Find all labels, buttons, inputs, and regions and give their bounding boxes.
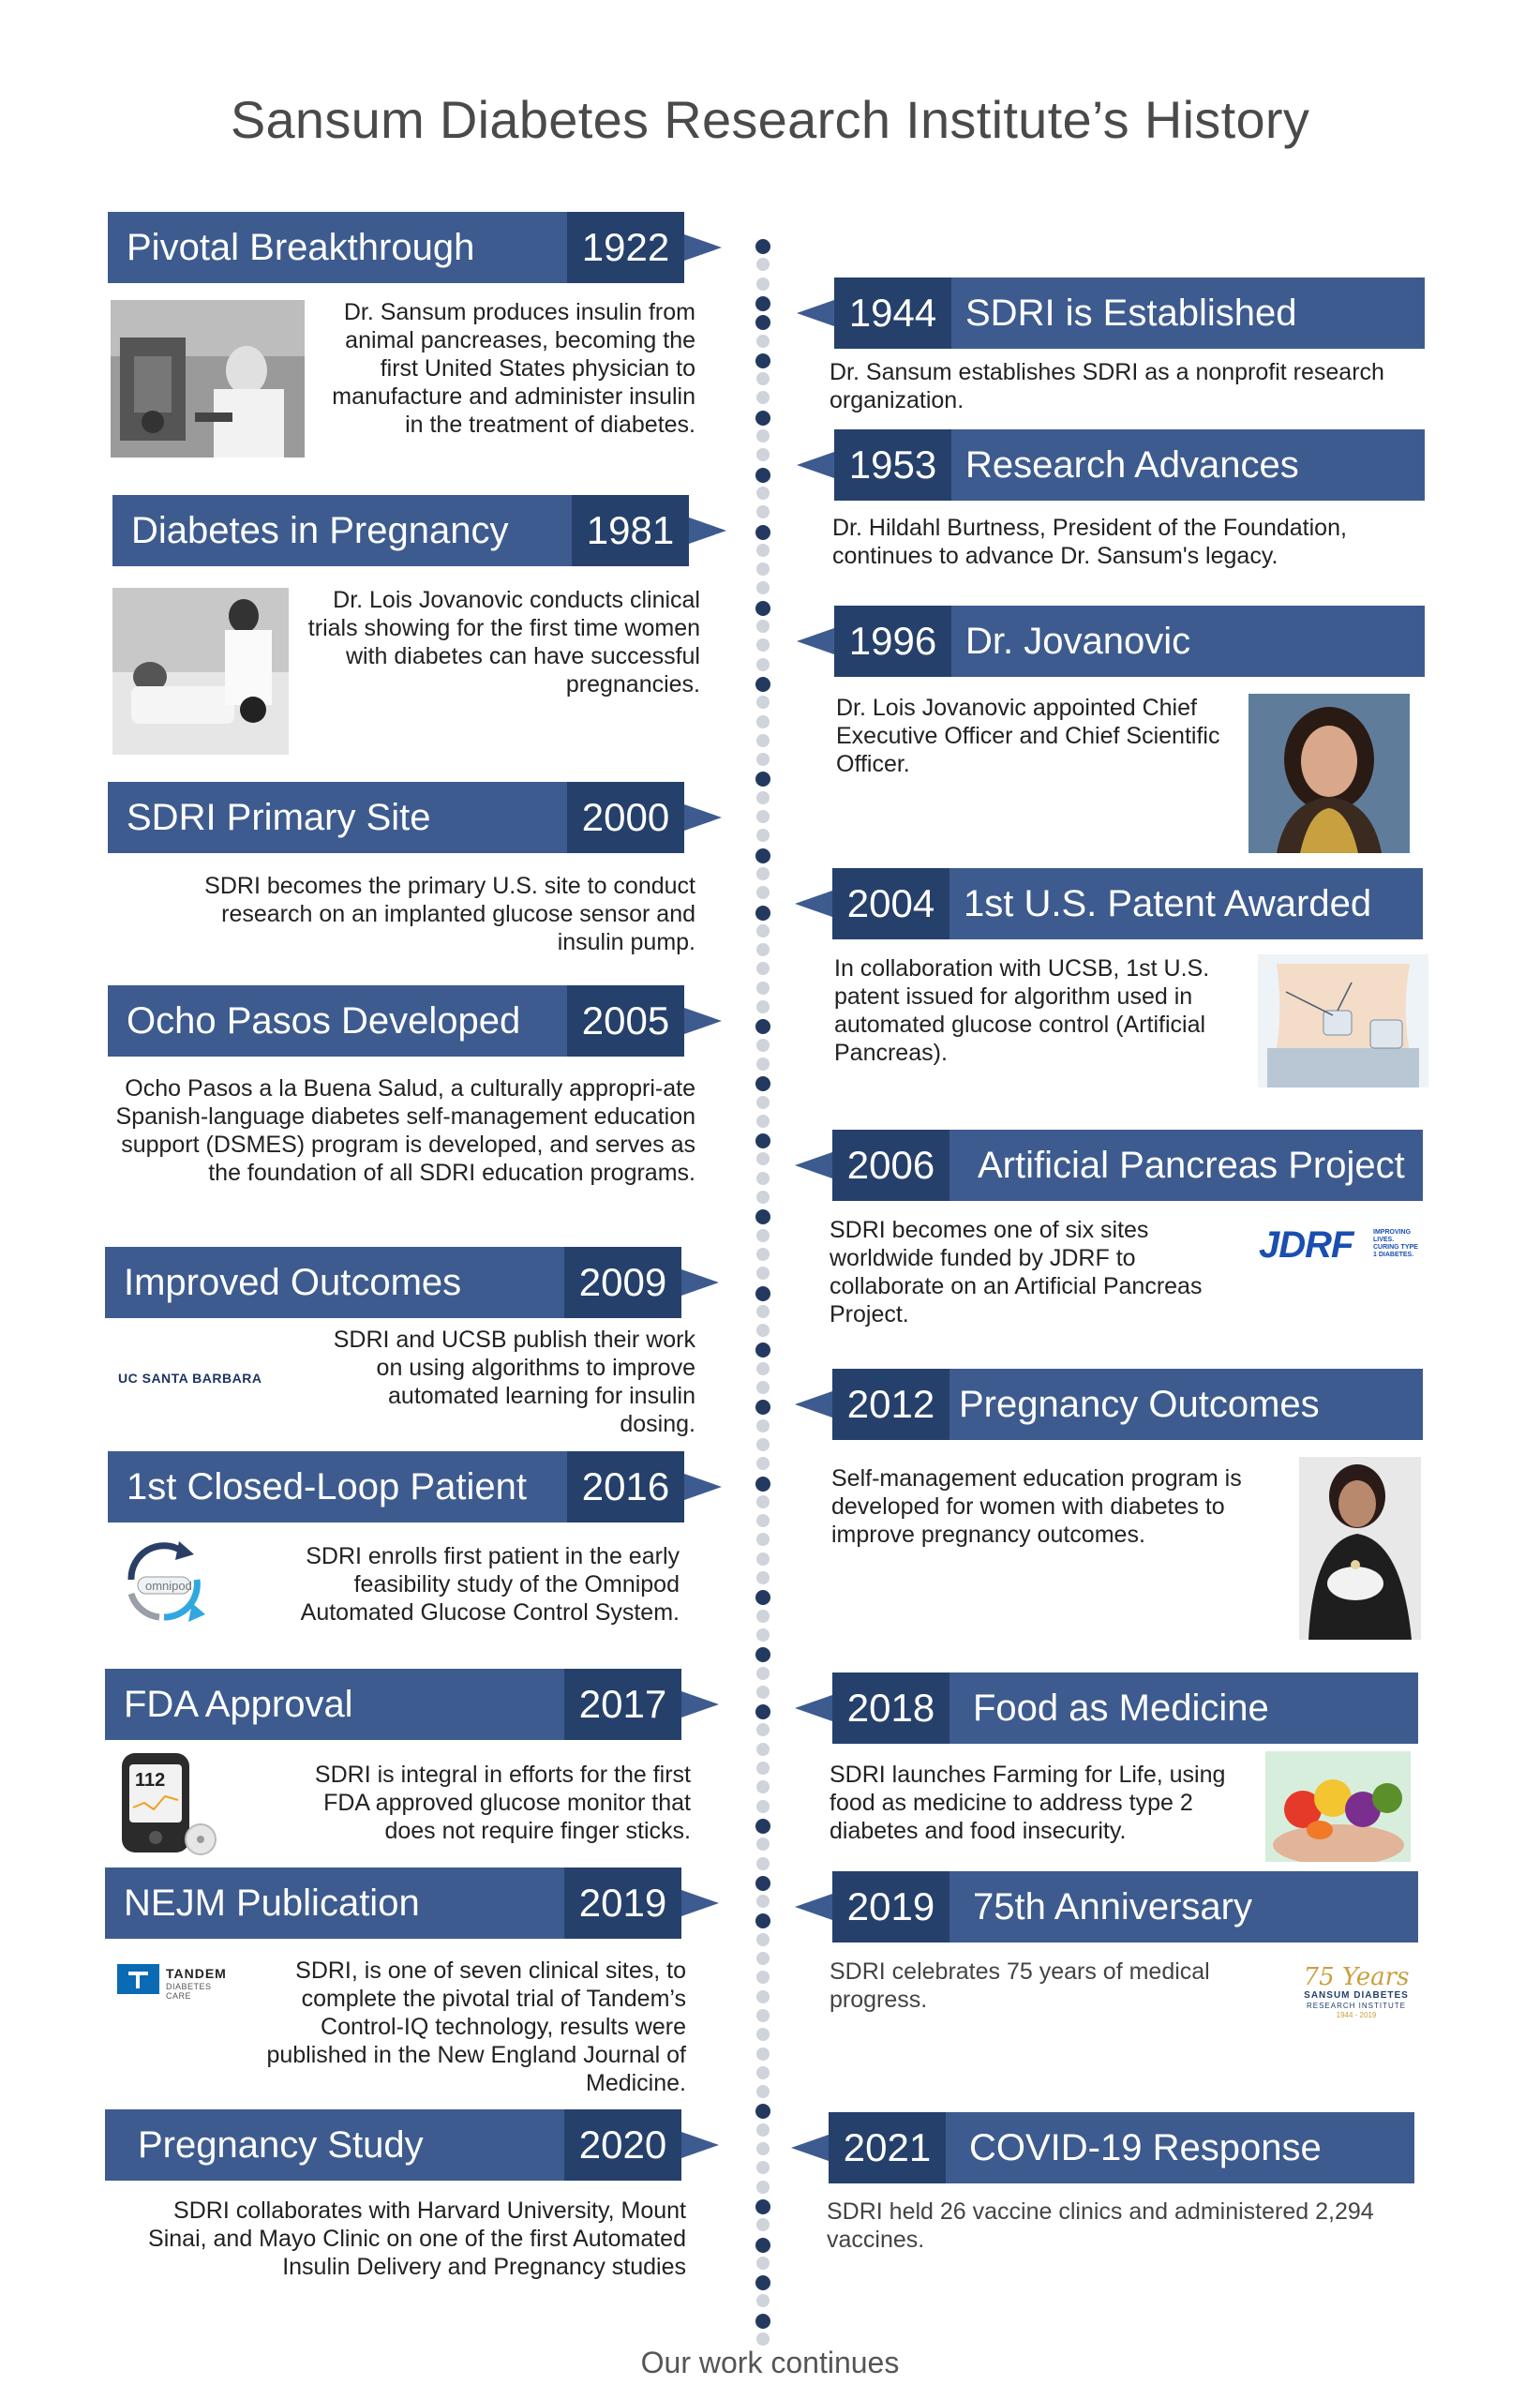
- timeline-dot: [756, 1571, 770, 1584]
- milestone-1981-banner: [112, 495, 689, 566]
- timeline-dot: [755, 525, 770, 540]
- milestone-2009-banner: [105, 1247, 681, 1318]
- timeline-dot: [756, 258, 770, 271]
- timeline-dot: [756, 1952, 770, 1965]
- timeline-dot: [756, 2028, 770, 2041]
- milestone-label: SDRI is Established: [951, 278, 1425, 349]
- timeline-dot: [755, 1133, 770, 1148]
- timeline-dot: [756, 753, 770, 766]
- timeline-dot: [756, 1191, 770, 1204]
- timeline-dot: [755, 353, 770, 368]
- timeline-dot: [756, 2009, 770, 2022]
- timeline-dot: [756, 505, 770, 518]
- timeline-dot: [755, 1647, 770, 1662]
- milestone-label: Artificial Pancreas Project: [949, 1130, 1423, 1201]
- timeline-dot: [756, 867, 770, 880]
- timeline-dot: [756, 715, 770, 728]
- timeline-dot: [756, 1667, 770, 1680]
- milestone-2000-banner: [108, 782, 684, 853]
- tandem-logo: TANDEM DIABETES CARE: [117, 1964, 239, 1996]
- timeline-dot: [755, 1913, 770, 1928]
- timeline-dot: [756, 1743, 770, 1756]
- omnipod-cycle-icon: [117, 1538, 211, 1631]
- milestone-1953-banner: [834, 429, 1425, 501]
- milestone-year: 2020: [564, 2109, 681, 2181]
- timeline-dot: [755, 1209, 770, 1224]
- milestone-year: 2005: [567, 985, 684, 1057]
- timeline-dot: [756, 734, 770, 747]
- timeline-dot: [756, 1628, 770, 1642]
- timeline-dot: [755, 315, 770, 330]
- milestone-text: Ocho Pasos a la Buena Salud, a culturally appropri-ate Spanish-language diabetes self-management education support (DSMES) program is developed, and serves as the foundation of all SDRI education programs.: [115, 1075, 695, 1186]
- milestone-text: SDRI, is one of seven clinical sites, to complete the pivotal trial of Tandem’s Control-IQ technology, results were published in the New England Journal of Medicine.: [266, 1958, 686, 2096]
- milestone-2018-banner: [832, 1672, 1418, 1744]
- milestone-text: Dr. Sansum establishes SDRI as a nonprofit research organization.: [830, 359, 1384, 413]
- milestone-year: 1996: [834, 606, 951, 677]
- timeline-dot: [755, 2104, 770, 2119]
- milestone-text: SDRI launches Farming for Life, using food as medicine to address type 2 diabetes and food insecurity.: [830, 1762, 1226, 1844]
- timeline-dot: [756, 1172, 770, 1185]
- timeline-dot: [756, 278, 770, 291]
- milestone-label: Research Advances: [951, 429, 1425, 501]
- milestone-label: COVID-19 Response: [946, 2112, 1414, 2183]
- timeline-dot: [756, 2048, 770, 2061]
- omnipod-logo-text: omnipod: [145, 1579, 192, 1593]
- timeline-dot: [756, 1514, 770, 1527]
- timeline-dot: [756, 638, 770, 652]
- milestone-label: Dr. Jovanovic: [951, 606, 1425, 677]
- timeline-dot: [755, 2314, 770, 2329]
- milestone-year: 2018: [832, 1672, 949, 1744]
- timeline-dot: [756, 2066, 770, 2079]
- milestone-year: 1981: [572, 495, 689, 566]
- timeline-dot: [755, 677, 770, 692]
- timeline-dot: [756, 581, 770, 594]
- timeline-dot: [756, 1419, 770, 1432]
- milestone-label: Ocho Pasos Developed: [108, 985, 567, 1057]
- timeline-dot: [755, 239, 770, 254]
- timeline-dot: [756, 1152, 770, 1165]
- milestone-year: 2012: [832, 1369, 949, 1440]
- timeline-dot: [755, 2275, 770, 2290]
- timeline-dot: [756, 810, 770, 823]
- milestone-label: Improved Outcomes: [105, 1247, 564, 1318]
- milestone-text: Dr. Lois Jovanovic conducts clinical trials showing for the first time women with diabetes can have successful pregnancies.: [307, 587, 700, 698]
- timeline-dot: [756, 1800, 770, 1813]
- timeline-dot: [756, 1780, 770, 1793]
- timeline-dot: [755, 2238, 770, 2253]
- timeline-dot: [756, 1096, 770, 1109]
- timeline-dot: [755, 1477, 770, 1492]
- timeline-dot: [756, 1438, 770, 1451]
- timeline-dot: [756, 372, 770, 385]
- milestone-1996-banner: [834, 606, 1425, 677]
- milestone-label: Pregnancy Study: [105, 2109, 564, 2181]
- timeline-dot: [756, 1324, 770, 1337]
- milestone-text: SDRI and UCSB publish their work on using algorithms to improve automated learning for insulin dosing.: [333, 1327, 695, 1437]
- tandem-logo-mark: [117, 1964, 159, 1994]
- page-title: Sansum Diabetes Research Institute’s History: [230, 90, 1310, 149]
- milestone-text: Dr. Lois Jovanovic appointed Chief Executive Officer and Chief Scientific Officer.: [836, 695, 1220, 777]
- milestone-2017-banner: [105, 1669, 681, 1740]
- timeline-dot: [756, 1686, 770, 1699]
- timeline-dot: [755, 1819, 770, 1834]
- 75-years-logo: 75 Years SANSUM DIABETES RESEARCH INSTITUTE 1944 - 2019: [1303, 1963, 1410, 2019]
- timeline-dot: [756, 562, 770, 576]
- timeline-dot: [756, 2142, 770, 2155]
- glucose-monitor-device-icon: [120, 1751, 218, 1856]
- milestone-2019-nejm-banner: [105, 1868, 681, 1939]
- milestone-year: 2009: [564, 1247, 681, 1318]
- timeline-dot: [756, 924, 770, 938]
- device-reading: 112: [135, 1770, 166, 1791]
- milestone-year: 1922: [567, 212, 684, 283]
- clinical-trial-photo: [112, 588, 289, 755]
- timeline-dot: [756, 544, 770, 557]
- timeline-dot: [756, 1838, 770, 1851]
- milestone-2004-banner: [832, 868, 1423, 939]
- timeline-dot: [756, 791, 770, 804]
- patent-diagram-image: [1258, 954, 1428, 1088]
- milestone-label: Food as Medicine: [949, 1672, 1418, 1744]
- milestone-text: SDRI is integral in efforts for the first FDA approved glucose monitor that does not require finger sticks.: [314, 1762, 691, 1844]
- timeline-dot: [756, 448, 770, 461]
- timeline-dot: [756, 1857, 770, 1870]
- timeline-dot: [756, 1039, 770, 1052]
- portrait-jovanovic: [1248, 694, 1410, 853]
- timeline-dot: [756, 696, 770, 709]
- timeline-dot: [755, 1019, 770, 1034]
- timeline-dot: [755, 411, 770, 426]
- milestone-label: Pivotal Breakthrough: [108, 212, 567, 283]
- timeline-dot: [755, 1400, 770, 1415]
- milestone-label: Diabetes in Pregnancy: [112, 495, 572, 566]
- milestone-year: 1944: [834, 278, 951, 349]
- timeline-dot: [756, 1552, 770, 1566]
- milestone-1944-banner: [834, 278, 1425, 349]
- milestone-year: 2017: [564, 1669, 681, 1740]
- timeline-dot: [756, 1495, 770, 1508]
- timeline-dot: [756, 1248, 770, 1261]
- timeline-dot: [755, 1076, 770, 1091]
- timeline-dot: [756, 1971, 770, 1984]
- vegetables-photo: [1265, 1751, 1411, 1862]
- timeline-dot: [756, 2181, 770, 2194]
- milestone-text: Self-management education program is developed for women with diabetes to improve pregnancy outcomes.: [831, 1465, 1242, 1548]
- milestone-2021-banner: [829, 2112, 1414, 2183]
- timeline-dot: [755, 2199, 770, 2214]
- timeline-dot: [755, 848, 770, 863]
- milestone-2006-banner: [832, 1130, 1423, 1201]
- milestone-year: 2016: [567, 1451, 684, 1522]
- timeline-dot: [756, 943, 770, 956]
- timeline-dot: [756, 2085, 770, 2098]
- timeline-dot: [755, 1342, 770, 1358]
- timeline-dot: [756, 1610, 770, 1623]
- milestone-year: 1953: [834, 429, 951, 501]
- jdrf-logo: JDRF IMPROVING LIVES. CURING TYPE 1 DIABETES.: [1259, 1224, 1418, 1266]
- milestone-text: In collaboration with UCSB, 1st U.S. patent issued for algorithm used in automated glucose control (Artificial Pancreas).: [834, 955, 1210, 1066]
- milestone-text: SDRI collaborates with Harvard University, Mount Sinai, and Mayo Clinic on one of the first Automated Insulin Delivery and Pregnancy studies: [148, 2198, 686, 2280]
- timeline-dot: [756, 829, 770, 842]
- milestone-year: 2019: [832, 1871, 949, 1942]
- timeline-dot: [756, 1305, 770, 1318]
- timeline-dot: [756, 2257, 770, 2270]
- timeline-dot: [756, 1115, 770, 1128]
- timeline-dot: [756, 1229, 770, 1242]
- timeline-dot: [756, 2218, 770, 2231]
- milestone-label: 1st U.S. Patent Awarded: [949, 868, 1423, 939]
- timeline-dot: [756, 1933, 770, 1946]
- timeline-dots: [756, 239, 771, 2339]
- timeline-dot: [755, 296, 770, 311]
- timeline-dot: [756, 2123, 770, 2137]
- timeline-dot: [756, 391, 770, 404]
- timeline-dot: [756, 1533, 770, 1546]
- milestone-label: 75th Anniversary: [949, 1871, 1418, 1942]
- timeline-dot: [755, 1590, 770, 1605]
- milestone-label: SDRI Primary Site: [108, 782, 567, 853]
- milestone-year: 2004: [832, 868, 949, 939]
- milestone-2012-banner: [832, 1369, 1423, 1440]
- timeline-dot: [755, 468, 770, 483]
- milestone-label: Pregnancy Outcomes: [949, 1369, 1423, 1440]
- timeline-dot: [756, 429, 770, 442]
- timeline-dot: [756, 487, 770, 500]
- milestone-text: SDRI becomes one of six sites worldwide funded by JDRF to collaborate on an Artificial Pancreas Project.: [830, 1217, 1203, 1328]
- timeline-dot: [756, 2294, 770, 2307]
- timeline-dot: [756, 886, 770, 899]
- timeline-dot: [755, 1876, 770, 1891]
- milestone-text: Dr. Hildahl Burtness, President of the Foundation, continues to advance Dr. Sansum's legacy.: [832, 515, 1347, 569]
- timeline-dot: [755, 772, 770, 787]
- timeline-dot: [756, 2161, 770, 2174]
- timeline-dot: [756, 620, 770, 633]
- milestone-2005-banner: [108, 985, 684, 1057]
- timeline-dot: [756, 658, 770, 671]
- milestone-2016-banner: [108, 1451, 684, 1522]
- ucsb-logo: UC SANTA BARBARA: [118, 1371, 262, 1386]
- milestone-label: NEJM Publication: [105, 1868, 564, 1939]
- timeline-dot: [755, 906, 770, 921]
- timeline-dot: [756, 335, 770, 348]
- milestone-text: SDRI becomes the primary U.S. site to conduct research on an implanted glucose sensor and insulin pump.: [204, 873, 695, 955]
- milestone-1922-banner: [108, 212, 684, 283]
- milestone-year: 2021: [829, 2112, 946, 2183]
- timeline-dot: [756, 1723, 770, 1736]
- milestone-2020-banner: [105, 2109, 681, 2181]
- timeline-dot: [756, 2332, 770, 2346]
- timeline-dot: [756, 962, 770, 975]
- milestone-text: SDRI held 26 vaccine clinics and administered 2,294 vaccines.: [827, 2198, 1374, 2253]
- timeline-dot: [756, 1267, 770, 1280]
- milestone-label: 1st Closed-Loop Patient: [108, 1451, 567, 1522]
- timeline-dot: [755, 601, 770, 616]
- lab-photo-sansum: [111, 300, 305, 458]
- timeline-dot: [756, 1381, 770, 1394]
- timeline-dot: [756, 982, 770, 995]
- timeline-dot: [755, 1286, 770, 1301]
- milestone-2019-anniversary-banner: [832, 1871, 1418, 1942]
- timeline-dot: [756, 1990, 770, 2003]
- milestone-text: Dr. Sansum produces insulin from animal pancreases, becoming the first United States physician to manufacture and administer insulin in the treatment of diabetes.: [332, 299, 695, 438]
- milestone-year: 2019: [564, 1868, 681, 1939]
- timeline-dot: [756, 1895, 770, 1908]
- milestone-year: 2006: [832, 1130, 949, 1201]
- mother-baby-photo: [1299, 1457, 1421, 1640]
- timeline-dot: [756, 1457, 770, 1470]
- timeline-dot: [756, 1058, 770, 1071]
- milestone-text: SDRI enrolls first patient in the early feasibility study of the Omnipod Automated Glucose Control System.: [300, 1543, 680, 1626]
- milestone-text: SDRI celebrates 75 years of medical progress.: [830, 1958, 1210, 2013]
- timeline-dot: [756, 1362, 770, 1375]
- timeline-dot: [755, 1704, 770, 1719]
- timeline-dot: [756, 1000, 770, 1013]
- milestone-year: 2000: [567, 782, 684, 853]
- footer-text: Our work continues: [640, 2346, 900, 2379]
- timeline-dot: [756, 1762, 770, 1775]
- milestone-label: FDA Approval: [105, 1669, 564, 1740]
